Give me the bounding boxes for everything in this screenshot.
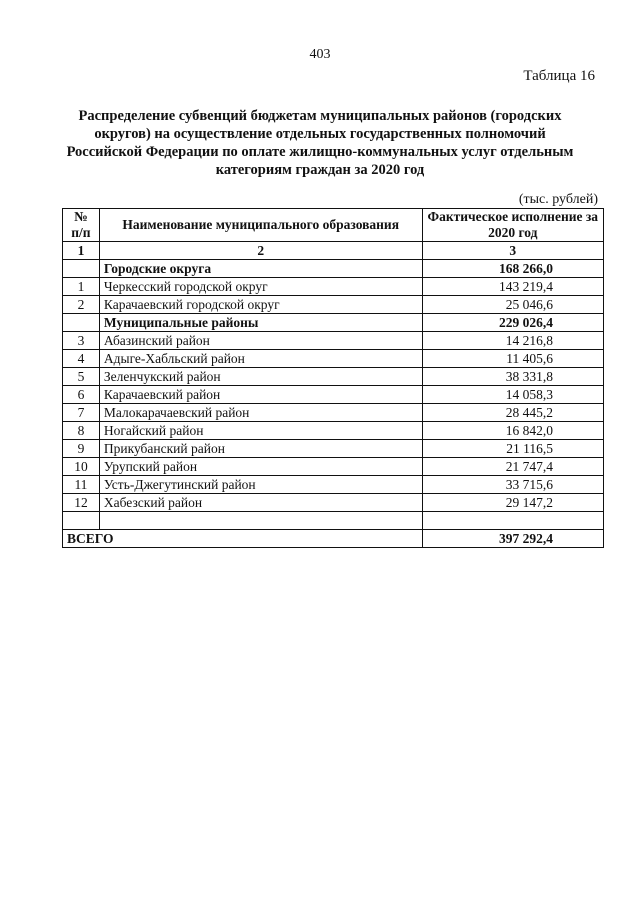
empty-cell [99,512,422,530]
table-row [63,314,604,332]
table-label: Таблица 16 [523,68,595,84]
row-name: Черкесский городской округ [99,278,422,296]
title-line: категориям граждан за 2020 год [215,162,425,178]
column-number: 3 [422,242,603,260]
document-title [55,107,585,179]
row-number: 11 [63,476,100,494]
table-row [63,332,604,350]
row-name: Урупский район [99,458,422,476]
table-header-row [63,209,604,242]
row-value: 11 405,6 [422,350,603,368]
row-value: 14 058,3 [422,386,603,404]
total-row [63,530,604,548]
row-number: 3 [63,332,100,350]
row-number: 2 [63,296,100,314]
table-body [63,260,604,512]
row-name: Городские округа [99,260,422,278]
row-name: Карачаевский район [99,386,422,404]
row-number: 7 [63,404,100,422]
page-number: 403 [309,47,331,62]
row-name: Прикубанский район [99,440,422,458]
row-name: Зеленчукский район [99,368,422,386]
row-number: 5 [63,368,100,386]
subsidy-table [62,208,604,548]
title-line: округов) на осуществление отдельных государственных полномочий [94,126,546,142]
header-value: Фактическое исполнение за 2020 год [422,209,603,242]
header-name: Наименование муниципального образования [99,209,422,242]
row-number: 9 [63,440,100,458]
total-label: ВСЕГО [63,530,423,548]
row-number: 6 [63,386,100,404]
table-row [63,422,604,440]
table-row [63,386,604,404]
row-number: 10 [63,458,100,476]
empty-cell [63,512,100,530]
row-value: 38 331,8 [422,368,603,386]
row-value: 21 116,5 [422,440,603,458]
row-value: 28 445,2 [422,404,603,422]
table-row [63,458,604,476]
title-line: Российской Федерации по оплате жилищно-коммунальных услуг отдельным [66,144,574,160]
row-number: 1 [63,278,100,296]
row-name: Малокарачаевский район [99,404,422,422]
row-value: 143 219,4 [422,278,603,296]
table-row [63,494,604,512]
row-value: 14 216,8 [422,332,603,350]
units-label: (тыс. рублей) [518,192,598,207]
row-number [63,260,100,278]
row-name: Карачаевский городской округ [99,296,422,314]
table-row [63,368,604,386]
table-row [63,476,604,494]
table-row [63,296,604,314]
row-number: 8 [63,422,100,440]
title-line: Распределение субвенций бюджетам муниципальных районов (городских [78,108,562,124]
row-number: 12 [63,494,100,512]
total-value: 397 292,4 [422,530,603,548]
row-name: Хабезский район [99,494,422,512]
row-name: Ногайский район [99,422,422,440]
empty-row [63,512,604,530]
column-number: 1 [63,242,100,260]
column-numbers-row [63,242,604,260]
table-row [63,350,604,368]
row-name: Адыге-Хабльский район [99,350,422,368]
table-row [63,440,604,458]
table-row [63,278,604,296]
row-name: Абазинский район [99,332,422,350]
row-number: 4 [63,350,100,368]
row-value: 16 842,0 [422,422,603,440]
row-name: Усть-Джегутинский район [99,476,422,494]
row-number [63,314,100,332]
header-number: № п/п [63,209,100,242]
row-value: 29 147,2 [422,494,603,512]
table-row [63,260,604,278]
column-number: 2 [99,242,422,260]
row-value: 21 747,4 [422,458,603,476]
table-row [63,404,604,422]
row-value: 168 266,0 [422,260,603,278]
row-value: 33 715,6 [422,476,603,494]
empty-cell [422,512,603,530]
row-name: Муниципальные районы [99,314,422,332]
row-value: 25 046,6 [422,296,603,314]
row-value: 229 026,4 [422,314,603,332]
